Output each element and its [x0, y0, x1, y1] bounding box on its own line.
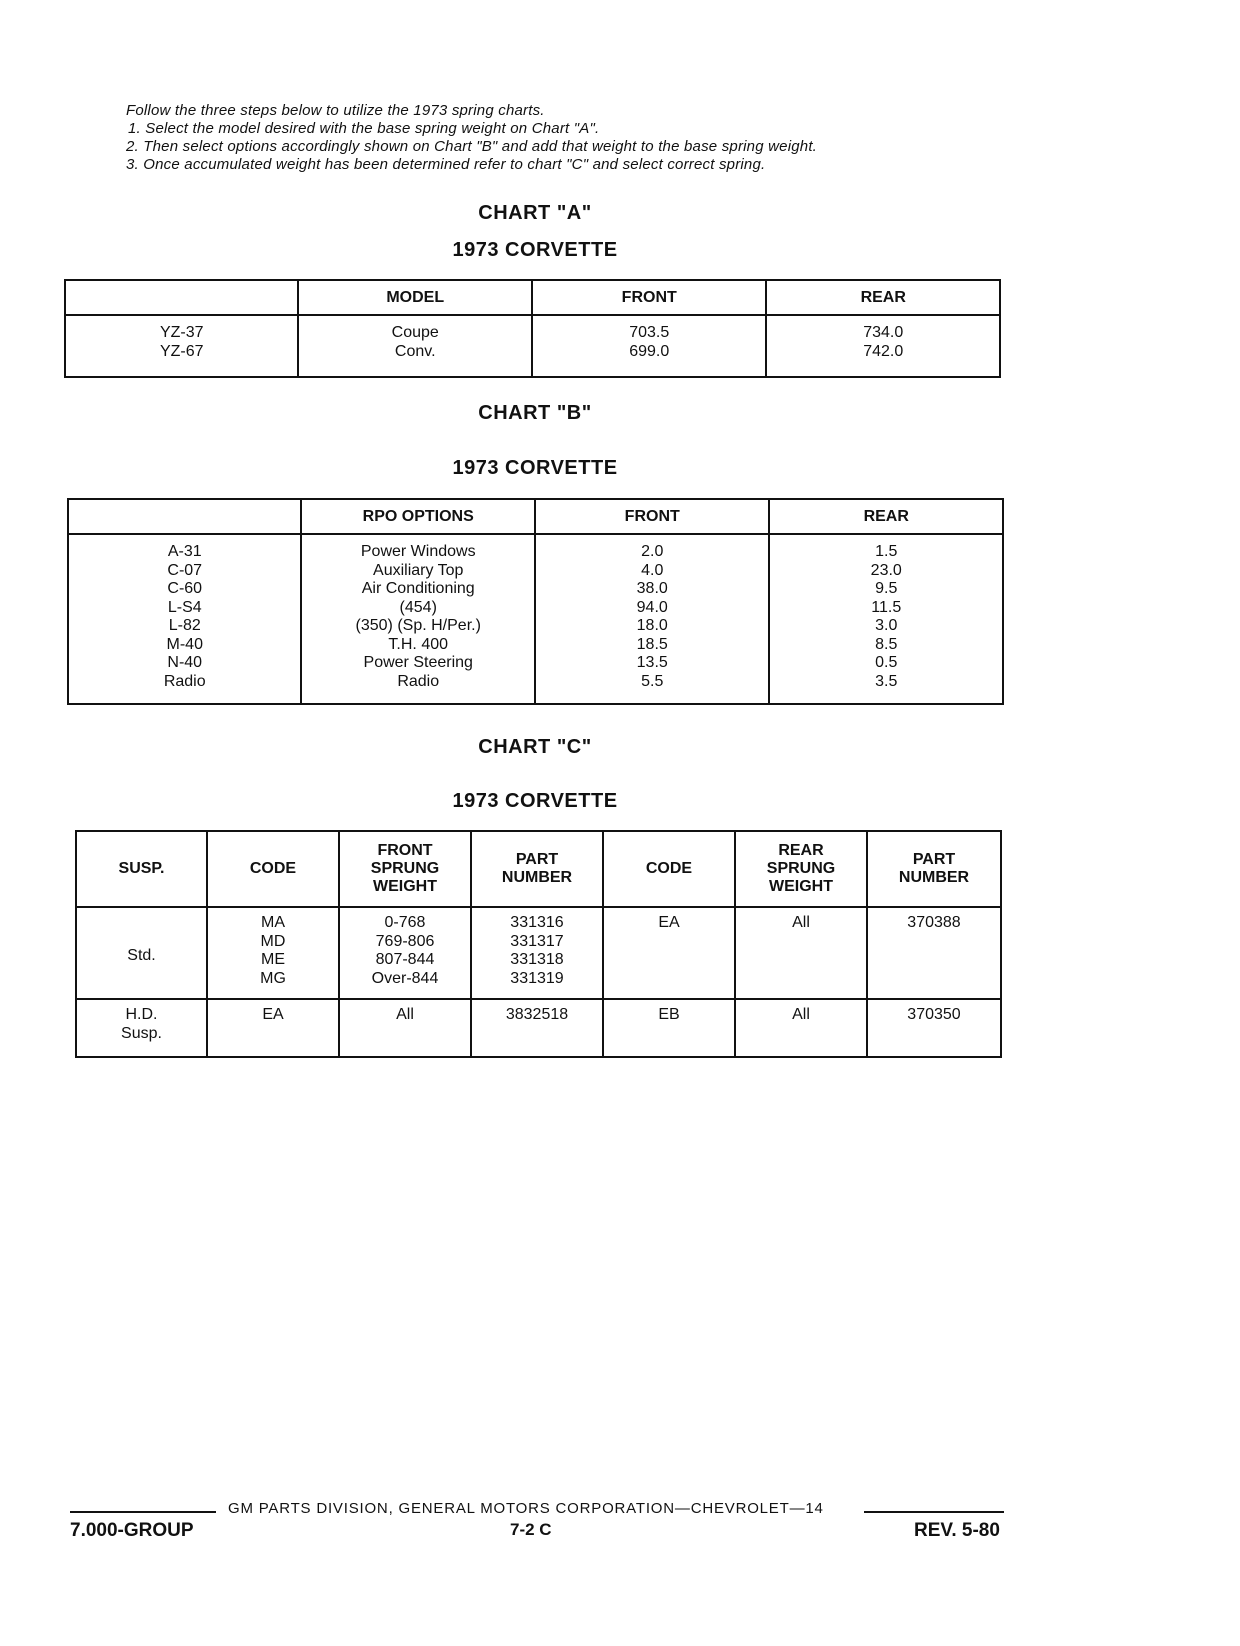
chart-a-rear: 742.0 — [863, 342, 904, 360]
chart-a-table — [64, 279, 1001, 378]
hd-rear-part: 370350 — [907, 1006, 961, 1023]
chart-b-rear: 23.0 — [870, 561, 902, 579]
chart-b-code: L-S4 — [167, 598, 202, 616]
chart-b-rear: 3.0 — [875, 617, 898, 634]
chart-a-code: YZ-37 — [159, 324, 204, 341]
chart-c-hd-part — [471, 999, 603, 1057]
instructions — [126, 102, 1026, 174]
chart-c-title: 1973 CORVETTE — [452, 790, 618, 812]
chart-b-code: M-40 — [166, 635, 203, 653]
chart-a-front: 703.5 — [629, 324, 670, 341]
chart-a-codes — [65, 315, 298, 377]
chart-c-header-rear-code: CODE — [603, 831, 735, 907]
chart-a-front-values — [532, 315, 767, 377]
chart-b-rear: 3.5 — [875, 672, 898, 690]
std-code: MA — [261, 914, 285, 931]
hd-weight: All — [396, 1006, 414, 1023]
hd-susp-line: Susp. — [121, 1024, 162, 1042]
chart-a-model: Coupe — [391, 324, 439, 341]
header-line: NUMBER — [501, 869, 573, 886]
chart-b-option: Power Windows — [360, 543, 476, 560]
chart-a-data-row — [65, 315, 1000, 377]
chart-b-header-blank — [68, 499, 301, 534]
chart-b-front: 18.0 — [636, 617, 668, 634]
footer-revision: REV. 5-80 — [914, 1520, 1000, 1541]
hd-rear-code: EB — [658, 1006, 680, 1023]
chart-b-rear: 1.5 — [875, 543, 898, 560]
chart-b-header-rear: REAR — [769, 499, 1003, 534]
footer-publisher: GM PARTS DIVISION, GENERAL MOTORS CORPORATION—CHEVROLET—14 — [228, 1500, 824, 1517]
std-part: 331318 — [510, 951, 564, 968]
std-part: 331317 — [510, 932, 564, 950]
std-weight: Over-844 — [371, 969, 439, 987]
std-code: MG — [260, 969, 286, 987]
chart-c-header-rear-part-number — [867, 831, 1001, 907]
chart-a-front: 699.0 — [629, 342, 670, 360]
hd-part: 3832518 — [505, 1006, 569, 1023]
std-rear-weight: All — [792, 914, 810, 931]
chart-b-label: CHART "B" — [478, 402, 592, 424]
chart-b-option: Radio — [397, 672, 440, 690]
header-line: WEIGHT — [769, 878, 833, 895]
chart-c-std-row — [76, 907, 1001, 999]
instruction-step-3: 3. Once accumulated weight has been determined refer to chart "C" and select correct spring. — [126, 156, 766, 173]
chart-c-std-rear-weight — [735, 907, 867, 999]
chart-b-data-row — [68, 534, 1003, 704]
std-part: 331316 — [510, 914, 564, 931]
instruction-step-1: 1. Select the model desired with the base spring weight on Chart "A". — [128, 120, 600, 137]
header-line: SPRUNG — [766, 860, 836, 877]
chart-b-rear-values — [769, 534, 1003, 704]
chart-b-code: L-82 — [168, 617, 201, 634]
chart-b-option: Power Steering — [363, 654, 473, 671]
header-line: PART — [515, 851, 559, 868]
chart-c-header-row — [76, 831, 1001, 907]
chart-c-header-front-sprung — [339, 831, 471, 907]
header-line: PART — [912, 851, 956, 868]
chart-c-header-susp: SUSP. — [76, 831, 207, 907]
header-line: FRONT — [377, 842, 433, 859]
chart-c-header-part-number — [471, 831, 603, 907]
chart-c-std-weights — [339, 907, 471, 999]
chart-a-rear-values — [766, 315, 1000, 377]
chart-b-front: 13.5 — [636, 654, 668, 671]
chart-b-header-options: RPO OPTIONS — [301, 499, 534, 534]
chart-c-table — [75, 830, 1002, 1058]
footer-group: 7.000-GROUP — [70, 1520, 194, 1541]
chart-b-codes — [68, 534, 301, 704]
chart-c-hd-code — [207, 999, 339, 1057]
chart-a-code: YZ-67 — [159, 342, 204, 360]
chart-b-table — [67, 498, 1004, 705]
chart-b-option: Auxiliary Top — [373, 561, 464, 579]
std-weight: 769-806 — [375, 932, 435, 950]
chart-b-option: (350) (Sp. H/Per.) — [355, 617, 481, 634]
chart-b-code: C-07 — [167, 561, 203, 579]
chart-c-std-codes — [207, 907, 339, 999]
chart-a-header-front: FRONT — [532, 280, 767, 315]
std-susp-label: Std. — [127, 947, 156, 964]
chart-a-header-model: MODEL — [298, 280, 531, 315]
hd-code: EA — [262, 1006, 284, 1023]
chart-c-std-parts — [471, 907, 603, 999]
chart-b-option: T.H. 400 — [388, 635, 449, 653]
chart-a-title: 1973 CORVETTE — [452, 239, 618, 261]
chart-c-label: CHART "C" — [478, 736, 592, 758]
chart-b-title: 1973 CORVETTE — [452, 457, 618, 479]
chart-c-std-rear-part — [867, 907, 1001, 999]
chart-b-header-row — [68, 499, 1003, 534]
chart-a-header-row — [65, 280, 1000, 315]
chart-c-hd-rear-code — [603, 999, 735, 1057]
chart-b-code: Radio — [163, 672, 206, 690]
hd-susp-line: H.D. — [125, 1006, 158, 1023]
std-weight: 0-768 — [384, 914, 426, 931]
chart-c-header-code: CODE — [207, 831, 339, 907]
chart-c-header-rear-sprung — [735, 831, 867, 907]
chart-b-rear: 11.5 — [871, 598, 902, 616]
footer-page-number: 7-2 C — [510, 1520, 552, 1539]
chart-b-front: 94.0 — [636, 598, 668, 616]
chart-c-hd-weight — [339, 999, 471, 1057]
std-rear-part: 370388 — [907, 914, 961, 931]
header-line: NUMBER — [898, 869, 970, 886]
chart-a-models — [298, 315, 531, 377]
chart-c-hd-susp — [76, 999, 207, 1057]
chart-b-rear: 0.5 — [875, 654, 898, 671]
footer-rule-left — [70, 1511, 216, 1513]
chart-b-code: A-31 — [167, 543, 202, 560]
std-code: ME — [261, 951, 285, 968]
chart-c-hd-row — [76, 999, 1001, 1057]
footer-rule-right — [864, 1511, 1004, 1513]
std-rear-code: EA — [658, 914, 680, 931]
chart-b-option: (454) — [399, 598, 437, 616]
header-line: WEIGHT — [373, 878, 437, 895]
std-code: MD — [260, 932, 286, 950]
std-weight: 807-844 — [375, 951, 435, 968]
chart-b-front: 4.0 — [641, 561, 664, 579]
chart-b-front-values — [535, 534, 770, 704]
chart-b-front: 38.0 — [636, 580, 668, 597]
chart-b-front: 5.5 — [641, 672, 664, 690]
chart-c-hd-rear-weight — [735, 999, 867, 1057]
chart-b-code: N-40 — [167, 654, 203, 671]
chart-b-header-front: FRONT — [535, 499, 770, 534]
chart-a-label: CHART "A" — [478, 202, 592, 224]
instruction-line: Follow the three steps below to utilize the 1973 spring charts. — [126, 102, 545, 119]
chart-b-rear: 9.5 — [875, 580, 898, 597]
chart-b-rear: 8.5 — [875, 635, 898, 653]
chart-b-front: 18.5 — [636, 635, 668, 653]
chart-c-hd-rear-part — [867, 999, 1001, 1057]
chart-c-std-susp — [76, 907, 207, 999]
chart-a-model: Conv. — [394, 342, 436, 360]
chart-b-code: C-60 — [167, 580, 203, 597]
hd-rear-weight: All — [792, 1006, 810, 1023]
chart-b-options — [301, 534, 534, 704]
header-line: REAR — [778, 842, 824, 859]
instruction-step-2: 2. Then select options accordingly shown on Chart "B" and add that weight to the base spring weight. — [126, 138, 818, 155]
header-line: SPRUNG — [370, 860, 440, 877]
chart-c-std-rear-code — [603, 907, 735, 999]
chart-a-rear: 734.0 — [863, 324, 904, 341]
chart-a-header-blank — [65, 280, 298, 315]
chart-b-front: 2.0 — [641, 543, 664, 560]
chart-b-option: Air Conditioning — [361, 580, 475, 597]
std-part: 331319 — [510, 969, 564, 987]
chart-a-header-rear: REAR — [766, 280, 1000, 315]
